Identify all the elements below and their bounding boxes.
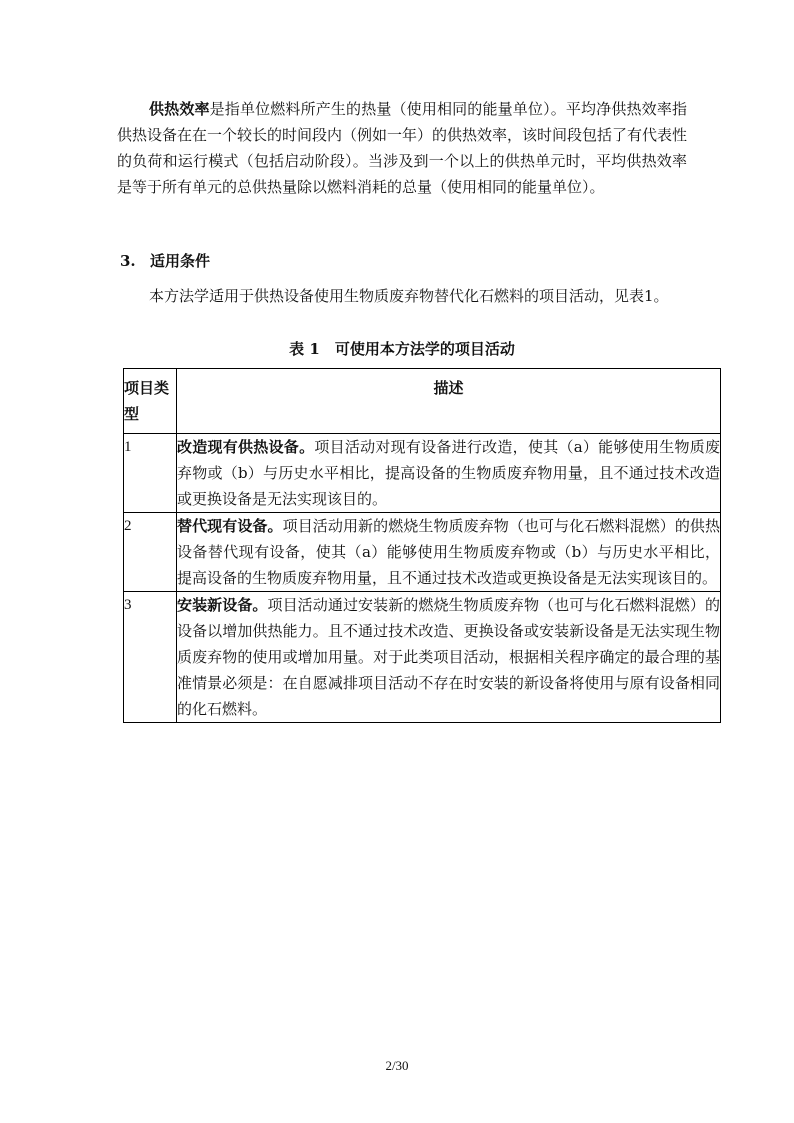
row-type: 3 [124, 592, 177, 723]
section-heading [120, 250, 210, 271]
intro-text: 是指单位燃料所产生的热量（使用相同的能量单位）。平均净供热效率指供热设备在在一个较长的时间段内（例如一年）的供热效率，该时间段包括了有代表性的负荷和运行模式（包括启动阶段）。当涉及到一个以上的供热单元时，平均供热效率是等于所有单元的总供热量除以燃料消耗的总量（使用相同的能量单位）。 [117, 100, 688, 196]
table-row [124, 513, 721, 592]
table-header-row [124, 369, 721, 434]
table-row [124, 592, 721, 723]
row-description [177, 592, 721, 723]
header-project-type: 项目类型 [124, 369, 177, 434]
table-row [124, 434, 721, 513]
header-description: 描述 [177, 369, 721, 434]
row-type: 2 [124, 513, 177, 592]
section-title: 适用条件 [150, 252, 211, 270]
page-number: 2/30 [385, 1058, 409, 1073]
intro-paragraph [117, 96, 687, 200]
row-text: 项目活动用新的燃烧生物质废弃物（也可与化石燃料混燃）的供热设备替代现有设备，使其（a）能够使用生物质废弃物或（b）与历史水平相比，提高设备的生物质废弃物用量，且不通过技术改造或更换设备是无法实现该目的。 [177, 517, 720, 587]
row-text: 项目活动对现有设备进行改造，使其（a）能够使用生物质废弃物或（b）与历史水平相比，提高设备的生物质废弃物用量，且不通过技术改造或更换设备是无法实现该目的。 [177, 438, 720, 508]
project-activity-table [123, 368, 721, 723]
applicability-paragraph: 本方法学适用于供热设备使用生物质废弃物替代化石燃料的项目活动，见表1。 [149, 287, 669, 305]
row-description [177, 513, 721, 592]
row-title: 改造现有供热设备。 [177, 438, 315, 456]
table-caption: 表 1 可使用本方法学的项目活动 [289, 340, 515, 358]
row-type: 1 [124, 434, 177, 513]
section-number: 3. [120, 252, 136, 270]
row-description [177, 434, 721, 513]
row-title: 替代现有设备。 [177, 517, 283, 535]
row-text: 项目活动通过安装新的燃烧生物质废弃物（也可与化石燃料混燃）的设备以增加供热能力。且不通过技术改造、更换设备或安装新设备是无法实现生物质废弃物的使用或增加用量。对于此类项目活动，根据相关程序确定的最合理的基准情景必须是：在自愿减排项目活动不存在时安装的新设备将使用与原有设备相同的化石燃料。 [177, 596, 720, 718]
intro-term: 供热效率 [149, 100, 210, 118]
row-title: 安装新设备。 [177, 596, 268, 614]
